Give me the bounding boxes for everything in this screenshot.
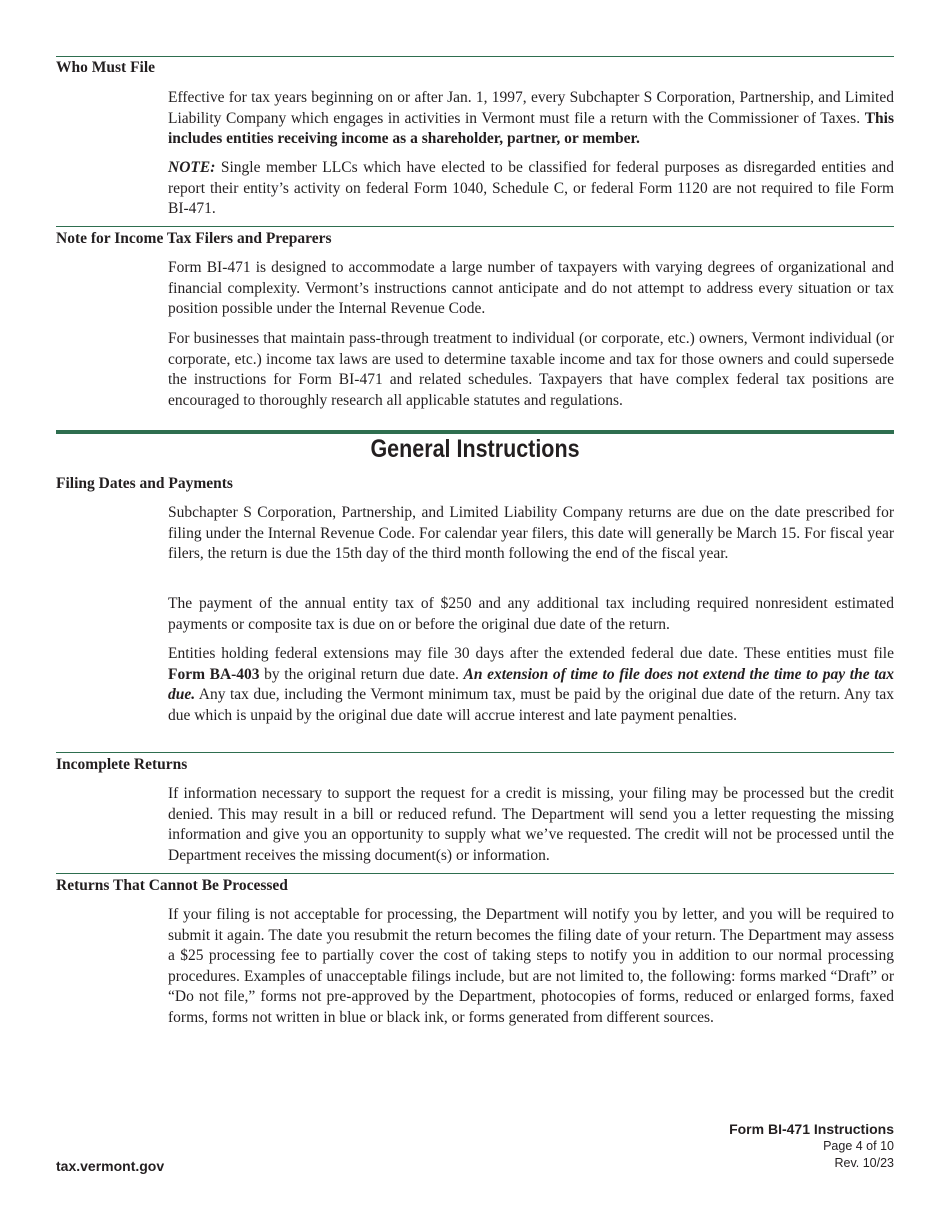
footer-revision: Rev. 10/23 bbox=[834, 1156, 894, 1170]
section-heading-filing-dates: Filing Dates and Payments bbox=[56, 475, 233, 492]
section-divider bbox=[56, 873, 894, 874]
note-label: NOTE: bbox=[168, 159, 216, 176]
filing-dates-paragraph-1: Subchapter S Corporation, Partnership, and Limited Liability Company returns are due on the date prescribed for filing under the Internal Revenue Code. For calendar year filers, this date will generally be March 15. For fiscal year filers, the return is due the 15th day of the third month following the end of the fiscal year. bbox=[168, 504, 894, 562]
note-for-filers-paragraph-2: For businesses that maintain pass-through treatment to individual (or corporate, etc.) owners, Vermont individual (or corporate, etc.) income tax laws are used to determine taxable income and tax for those owners and could supersede the instructions for Form BI-471 and related schedules. Taxpayers that have complex federal tax positions are encouraged to thoroughly research all applicable statutes and regulations. bbox=[168, 330, 894, 409]
who-must-file-paragraph-1 bbox=[168, 88, 894, 150]
section-heading-who-must-file: Who Must File bbox=[56, 59, 156, 76]
footer-page-number: Page 4 of 10 bbox=[823, 1139, 894, 1153]
note-text: Single member LLCs which have elected to be classified for federal purposes as disregarded entities and report their entity’s activity on federal Form 1040, Schedule C, or federal Form 1120 are not required to file Form BI-471. bbox=[168, 159, 895, 217]
section-heading-cannot-process: Returns That Cannot Be Processed bbox=[56, 877, 288, 894]
section-divider bbox=[56, 752, 894, 753]
filing-dates-text-c: Any tax due, including the Vermont minimum tax, must be paid by the original due date of the return. Any tax due which is unpaid by the original due date will accrue interest and late payment penalties. bbox=[168, 686, 894, 724]
form-ba-403-reference: Form BA-403 bbox=[168, 665, 260, 683]
footer-form-info bbox=[729, 1121, 894, 1172]
section-heading-note-for-filers: Note for Income Tax Filers and Preparers bbox=[56, 230, 332, 247]
filing-dates-paragraph-3 bbox=[168, 644, 894, 726]
note-for-filers-paragraph-1: Form BI-471 is designed to accommodate a large number of taxpayers with varying degrees of organizational and financial complexity. Vermont’s instructions cannot anticipate and do not attempt to address every situation or tax position possible under the Internal Revenue Code. bbox=[168, 259, 894, 317]
who-must-file-emphasis: This includes entities receiving income as a shareholder, partner, or member. bbox=[168, 109, 895, 147]
section-heading-incomplete-returns: Incomplete Returns bbox=[56, 756, 188, 773]
who-must-file-note bbox=[168, 158, 894, 220]
footer-form-name: Form BI-471 Instructions bbox=[729, 1121, 894, 1137]
extension-warning: An extension of time to file does not extend the time to pay the tax due. bbox=[168, 665, 895, 703]
cannot-process-paragraph: If your filing is not acceptable for processing, the Department will notify you by letter, and you will be required to submit it again. The date you resubmit the return becomes the filing date of your return. The Department may assess a $25 processing fee to partially cover the cost of taking steps to notify you in addition to our normal processing procedures. Examples of unacceptable filings include, but are not limited to, the following: forms marked “Draft” or “Do not file,” forms not pre-approved by the Department, photocopies of forms, reduced or enlarged forms, faxed forms, forms not written in blue or black ink, or forms generated from different sources. bbox=[168, 906, 894, 1026]
filing-dates-text-b: by the original return due date. bbox=[259, 665, 464, 683]
section-divider bbox=[56, 56, 894, 57]
who-must-file-text: Effective for tax years beginning on or after Jan. 1, 1997, every Subchapter S Corporation, Partnership, and Limited Liability Company which engages in activities in Vermont must file a return with the Commissioner of Taxes. bbox=[168, 89, 894, 127]
footer-website: tax.vermont.gov bbox=[56, 1158, 165, 1174]
page-title: General Instructions bbox=[370, 435, 580, 463]
filing-dates-text-a: Entities holding federal extensions may file 30 days after the extended federal due date. These entities must file bbox=[168, 645, 894, 662]
section-divider bbox=[56, 226, 894, 227]
incomplete-returns-paragraph: If information necessary to support the request for a credit is missing, your filing may be processed but the credit denied. This may result in a bill or reduced refund. The Department will send you a letter requesting the missing information and give you an opportunity to supply what we’ve requested. The credit will not be processed until the Department receives the missing document(s) or information. bbox=[168, 785, 894, 864]
filing-dates-paragraph-2: The payment of the annual entity tax of $250 and any additional tax including required nonresident estimated payments or composite tax is due on or before the original due date of the return. bbox=[168, 595, 894, 633]
